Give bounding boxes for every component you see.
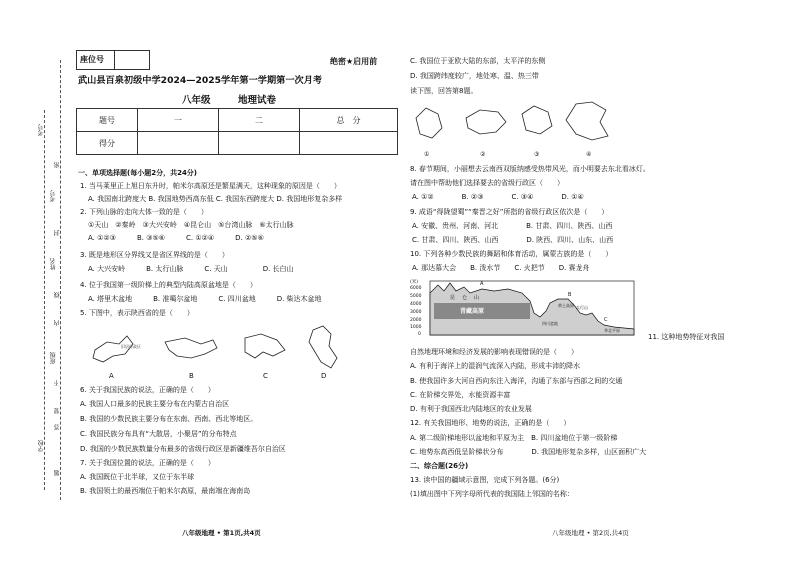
score-cell[interactable] — [300, 132, 398, 155]
profile-y-label: (米) — [410, 280, 419, 285]
score-table — [76, 108, 398, 155]
profile-text: 太行山 — [576, 305, 588, 310]
page-footer-left: 八年级地理 • 第1页,共4页 — [182, 529, 261, 537]
section2-title: 二、综合题(26分) — [410, 462, 469, 470]
page-footer-right: 八年级地理 • 第2页,共4页 — [552, 529, 629, 537]
question-text: 2. 下列山脉的走向大体一致的是（ ） — [80, 208, 208, 216]
question-text: 12. 有关我国地形、地势的说法，正确的是（ ） — [410, 419, 571, 427]
binding-line — [60, 60, 61, 500]
question-options: C. 在阶梯交界处，水能资源丰富 — [410, 391, 511, 399]
map-inset-label: 旧居行政区 — [121, 344, 141, 349]
map-label-b: B — [189, 372, 194, 380]
map-label-4: ④ — [586, 151, 592, 158]
province-outline-c — [245, 334, 285, 358]
binding-mark: 要 — [54, 408, 61, 414]
question-text: 1. 当马莱里正上旭日东升时，帕米尔高原还是繁星满天，这种现象的原因是（ ） — [80, 182, 341, 190]
binding-mark: 内 — [54, 320, 61, 326]
question-options: B. 我国的少数民族主要分布在东南、西南、西北等地区。 — [80, 415, 258, 423]
province-outline-1 — [416, 108, 442, 138]
question-text: 10. 下列各种少数民族的舞蹈和体育活动，属蒙古族的是（ ） — [410, 250, 613, 258]
profile-marker-c: C — [604, 317, 608, 323]
province-outline-4 — [566, 102, 608, 140]
seat-number-label: 座位号 — [80, 55, 104, 64]
score-header-cell: 二 — [219, 109, 300, 132]
score-cell[interactable] — [219, 132, 300, 155]
profile-tick: 2000 — [410, 318, 422, 323]
binding-mark: 答 — [54, 424, 61, 430]
q5-province-maps — [85, 322, 355, 382]
question-options: A. 我国南北跨度大 B. 我国地势西高东低 C. 我国东西跨度大 D. 我国地形复杂多样 — [88, 195, 343, 203]
question-options: C. 地势东高西低呈阶梯状分布 D. 我国地形复杂多样，山区面积广大 — [410, 448, 647, 456]
profile-tick: 6000 — [410, 286, 422, 291]
question-options: B. 使我国许多大河自西向东注入海洋，沟通了东部与西部之间的交通 — [410, 377, 623, 385]
question-options: A. ①②③ B. ③⑤⑥ C. ①②④ D. ②⑤⑥ — [88, 234, 264, 242]
binding-line — [44, 110, 45, 490]
profile-text: 四川盆地 — [542, 321, 558, 326]
question-options: C. 甘肃、四川、陕西、山西 D. 陕西、四川、山东、山西 — [412, 236, 614, 244]
question-options: C. 我国位于亚欧大陆的东部，太平洋的东侧 — [410, 57, 546, 65]
profile-tick: 5000 — [410, 294, 422, 299]
profile-marker-a: A — [480, 281, 484, 287]
question-options: A. 塔里木盆地 B. 准噶尔盆地 C. 四川盆地 D. 柴达木盆地 — [88, 295, 322, 303]
binding-label-exam-no: 考号 — [38, 124, 45, 136]
profile-marker-b: B — [568, 292, 572, 298]
profile-tick: 1000 — [410, 325, 422, 330]
map-label-d: D — [321, 372, 327, 380]
grade-label: 八年级 — [182, 95, 211, 106]
question-options: C. 我国民族分布具有“大散居，小聚居”的分布特点 — [80, 430, 237, 438]
province-outline-b — [165, 338, 217, 358]
question-text: 5. 下图中，表示陕西省的是（ ） — [80, 309, 194, 317]
profile-text: 华北平原 — [604, 328, 620, 333]
figure-instruction: 读下图，回答第8题。 — [410, 87, 478, 95]
question-text: 9. 成语“得陇望蜀”“秦晋之好”所指的省级行政区依次是（ ） — [410, 208, 609, 216]
province-outline-a — [93, 336, 133, 362]
profile-tick: 0 — [418, 332, 421, 337]
binding-mark: 题 — [54, 470, 61, 476]
score-header-cell: 一 — [138, 109, 219, 132]
binding-label-school: 学校 — [38, 440, 45, 452]
profile-tick: 4000 — [410, 302, 422, 307]
question-options: A. ①② B. ②③ C. ③④ D. ①④ — [412, 193, 584, 201]
map-label-1: ① — [424, 151, 430, 158]
seat-number-box[interactable] — [76, 50, 150, 70]
score-cell[interactable] — [138, 132, 219, 155]
score-row-label: 得分 — [77, 132, 138, 155]
section1-title: 一、单项选择题(每小题2分，共24分) — [78, 169, 198, 177]
province-outline-d — [309, 326, 337, 368]
question-text: 3. 既是地形区分界线又是省区界线的是（ ） — [80, 251, 229, 259]
profile-text: 山 — [474, 295, 480, 301]
map-label-2: ② — [480, 151, 486, 158]
question-options: A. 大兴安岭 B. 太行山脉 C. 天山 D. 长白山 — [88, 265, 294, 273]
question-options: ①天山 ②秦岭 ③大兴安岭 ④昆仑山 ⑤台湾山脉 ⑥太行山脉 — [88, 221, 294, 229]
province-outline-2 — [466, 110, 506, 134]
terrain-profile-diagram — [408, 277, 638, 341]
binding-label-exam-no-2: 考号 — [50, 190, 57, 202]
binding-mark: 线 — [54, 292, 61, 298]
map-label-a: A — [109, 372, 114, 380]
exam-title: 武山县百泉初级中学2024—2025学年第一学期第一次月考 — [78, 75, 323, 86]
question-text: 8. 春节期间，小丽想去云南西双版纳感受热带风光，而小明要去东北看冰灯。 — [410, 165, 650, 173]
question-options: A. 我国人口最多的民族主要分布在内蒙古自治区 — [80, 400, 230, 408]
question-text: 7. 关于我国位置的说法，正确的是（ ） — [80, 459, 215, 467]
profile-tick: 3000 — [410, 310, 422, 315]
question-text: 11. 这种地势特征对我国 — [648, 333, 725, 341]
profile-text: 黄土高原 — [558, 303, 574, 308]
province-outline-3 — [522, 106, 552, 134]
binding-mark: 封 — [54, 230, 61, 236]
question-options: D. 有利于我国西北内陆地区的农业发展 — [410, 405, 532, 413]
question-text: 4. 位于我国第一级阶梯上的典型内陆高原盆地是（ ） — [80, 281, 257, 289]
binding-mark: 密 — [54, 162, 61, 168]
score-header-cell: 题号 — [77, 109, 138, 132]
profile-text: 仑 — [462, 295, 468, 301]
question-options: A. 我国既位于北半球，又位于东半球 — [80, 473, 195, 481]
binding-label-class: 班级 — [50, 352, 57, 364]
question-text: (1)填出图中下列字母所代表的我国陆上邻国的名称： — [410, 490, 574, 498]
map-label-3: ③ — [534, 151, 540, 158]
question-text: 自然地理环境和经济发展的影响表现错误的是（ ） — [410, 348, 578, 356]
confidential-mark: 绝密★启用前 — [330, 57, 378, 66]
profile-text: 青藏高原 — [460, 308, 485, 315]
question-text: 6. 关于我国民族的说法，正确的是（ ） — [80, 386, 215, 394]
score-header-cell: 总 分 — [300, 109, 398, 132]
question-options: A. 安徽、贵州、河南、河北 B. 甘肃、四川、陕西、山西 — [412, 222, 613, 230]
map-label-c: C — [263, 372, 268, 380]
profile-text: 昆 — [450, 295, 456, 301]
q8-province-maps — [410, 100, 620, 162]
binding-mark: 不 — [54, 380, 61, 386]
question-options: A. 第二级阶梯地形以盆地和平原为主 B. 四川盆地位于第一级阶梯 — [410, 434, 618, 442]
question-options: D. 我国的少数民族数量分布最多的省级行政区是新疆维吾尔自治区 — [80, 445, 286, 453]
question-options: A. 那达慕大会 B. 泼水节 C. 火把节 D. 赛龙舟 — [412, 264, 590, 272]
question-options: D. 我国跨纬度较广，地处寒、温、热三带 — [410, 72, 539, 80]
subject-label: 地理试卷 — [238, 95, 277, 106]
question-options: B. 我国领土的最西端位于帕米尔高原，最南端在海南岛 — [80, 487, 251, 495]
binding-label-name: 姓名 — [50, 258, 57, 270]
question-text: 13. 读中国的疆域示意图，完成下列各题。(6分) — [410, 476, 560, 484]
question-text: 请在图中帮助他们选择要去的省级行政区（ ） — [410, 179, 564, 187]
question-options: A. 有利于海洋上的湿润气流深入内陆，形成丰沛的降水 — [410, 362, 581, 370]
